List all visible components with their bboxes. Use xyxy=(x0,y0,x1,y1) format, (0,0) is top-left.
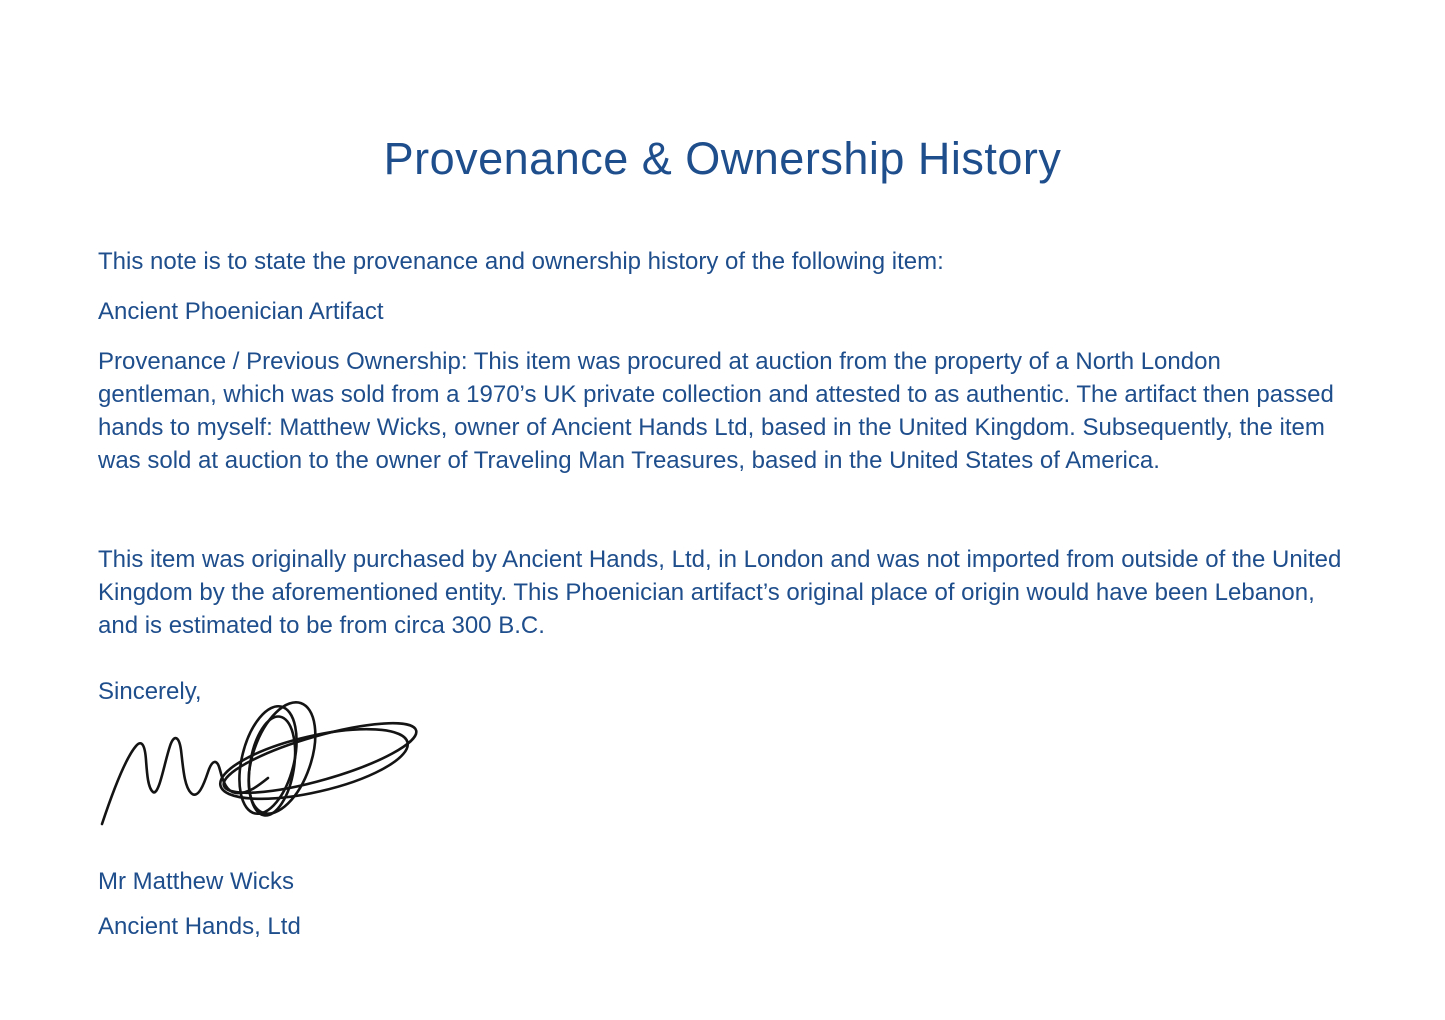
closing-salutation: Sincerely, xyxy=(98,678,202,705)
intro-line: This note is to state the provenance and ownership history of the following item: xyxy=(98,248,944,275)
item-name: Ancient Phoenician Artifact xyxy=(98,298,384,325)
handwritten-signature-icon xyxy=(96,688,436,830)
origin-paragraph: This item was originally purchased by Ancient Hands, Ltd, in London and was not imported from outside of the United Kingdom by the aforementioned entity. This Phoenician artifact’s original place of origin would have been Lebanon, and is estimated to be from circa 300 B.C. xyxy=(98,546,1342,639)
signatory-company: Ancient Hands, Ltd xyxy=(98,913,301,940)
signatory-name: Mr Matthew Wicks xyxy=(98,868,295,895)
provenance-paragraph: Provenance / Previous Ownership: This item was procured at auction from the property of a North London gentleman, which was sold from a 1970’s UK private collection and attested to as authentic. The artifact then passed hands to myself: Matthew Wicks, owner of Ancient Hands Ltd, based in the United Kingdom. Subsequently, the item was sold at auction to the owner of Traveling Man Treasures, based in the United States of America. xyxy=(98,348,1334,474)
page-title: Provenance & Ownership History xyxy=(383,133,1062,185)
